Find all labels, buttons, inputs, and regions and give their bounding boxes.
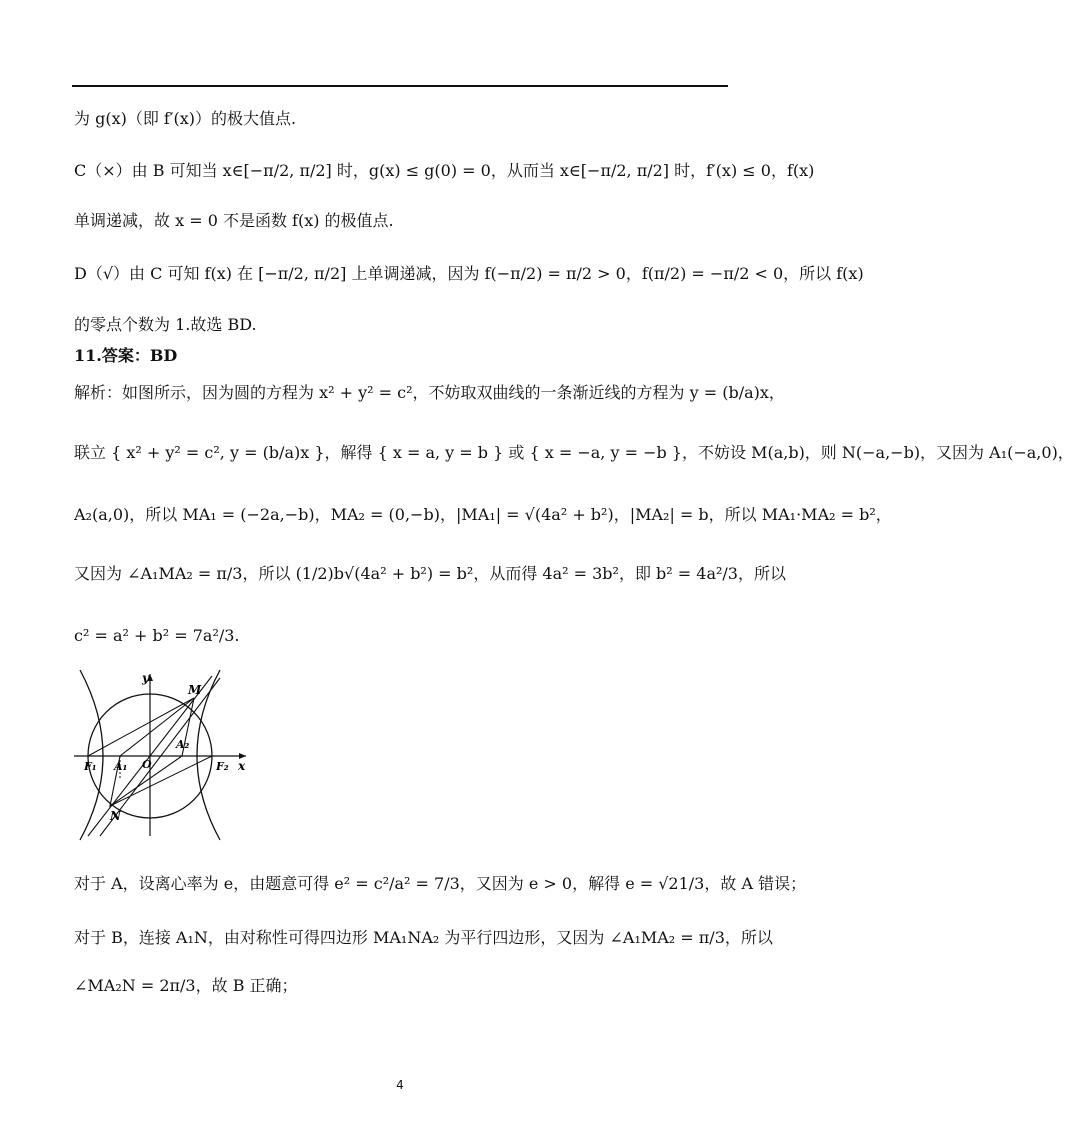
text-line: D（√）由 C 可知 f(x) 在 [−π/2, π/2] 上单调递减，因为 f(−π/2) = π/2 > 0，f(π/2) = −π/2 < 0，所以 f(x)	[74, 264, 864, 283]
label-f1: F₁	[84, 760, 97, 773]
label-m: M	[188, 683, 202, 697]
label-x: x	[238, 759, 246, 773]
text-line: c² = a² + b² = 7a²/3.	[74, 626, 240, 645]
text-line: 又因为 ∠A₁MA₂ = π/3，所以 (1/2)b√(4a² + b²) = b²，从而得 4a² = 3b²，即 b² = 4a²/3，所以	[74, 564, 786, 583]
label-a2: A₂	[176, 738, 190, 751]
parallelogram	[110, 698, 194, 806]
text-line: 单调递减，故 x = 0 不是函数 f(x) 的极值点.	[74, 211, 394, 230]
text-line: 对于 A，设离心率为 e，由题意可得 e² = c²/a² = 7/3，又因为 e > 0，解得 e = √21/3，故 A 错误；	[74, 874, 807, 893]
text-line: 联立 { x² + y² = c², y = (b/a)x }，解得 { x = a, y = b } 或 { x = −a, y = −b }，不妨设 M(a,b)，则 N(−a,−b)，又因为 A₁(−a,0)，	[74, 443, 1074, 462]
text-line: A₂(a,0)，所以 MA₁ = (−2a,−b)，MA₂ = (0,−b)，|MA₁| = √(4a² + b²)，|MA₂| = b，所以 MA₁·MA₂ = b²，	[74, 505, 892, 524]
hyperbola-circle-figure	[70, 668, 260, 840]
label-y: y	[142, 671, 149, 685]
label-o: O	[142, 758, 152, 771]
text-line: 对于 B，连接 A₁N，由对称性可得四边形 MA₁NA₂ 为平行四边形，又因为 ∠A₁MA₂ = π/3，所以	[74, 928, 773, 947]
text-line: 解析：如图所示，因为圆的方程为 x² + y² = c²，不妨取双曲线的一条渐近线的方程为 y = (b/a)x，	[74, 383, 785, 402]
answer-heading: 11.答案：BD	[74, 346, 178, 365]
hyperbola-left-branch	[80, 670, 103, 840]
label-f2: F₂	[216, 760, 229, 773]
label-n: N	[110, 809, 121, 823]
text-line: C（×）由 B 可知当 x∈[−π/2, π/2] 时，g(x) ≤ g(0) = 0，从而当 x∈[−π/2, π/2] 时，f′(x) ≤ 0，f(x)	[74, 161, 815, 180]
label-a1: A₁	[114, 760, 128, 773]
header-rule	[72, 85, 728, 87]
page-number: 4	[396, 1078, 404, 1092]
text-line: 的零点个数为 1.故选 BD.	[74, 315, 257, 334]
text-line: 为 g(x)（即 f′(x)）的极大值点.	[74, 109, 297, 128]
text-line: ∠MA₂N = 2π/3，故 B 正确；	[74, 976, 298, 995]
